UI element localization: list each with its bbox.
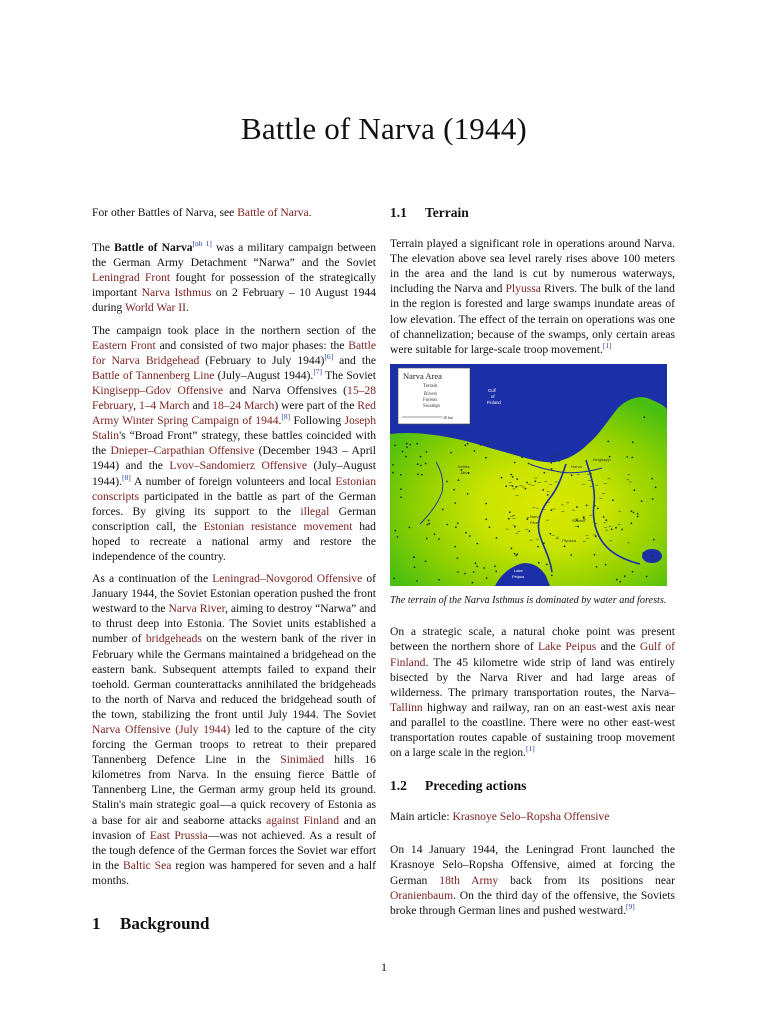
text-run: Rivers. The bulk of the land in the region is forested and large swamps inundate areas of low elevation. The effect of the terrain on operations was one of channelization; because of the swamps, only certain areas were suitable for large-scale troop movement. [390,282,675,356]
inline-link[interactable]: Sinimäed [280,753,325,767]
forest-dot [511,448,513,450]
forest-dot [624,575,626,577]
text-run: highway and railway, ran on an east-west axis near and parallel to the coastline. There were no other east-west transportation routes capable of sustaining troop movement on a large scale in the region. [390,700,675,760]
forest-dot [571,474,573,476]
forest-dot [528,462,530,464]
forest-dot [457,571,459,573]
text-run: . The 45 kilometre wide strip of land was entirely bisected by the Narva River and had large areas of wilderness. The primary transportation routes, the Narva– [390,655,675,699]
forest-dot [550,462,552,464]
forest-dot [550,533,552,535]
inline-link[interactable]: 18–24 March [212,399,275,413]
forest-dot [551,574,553,576]
text-run: fought for possession of the strategically important [92,271,376,300]
forest-dot [400,474,402,476]
forest-dot [400,488,402,490]
forest-dot [535,458,537,460]
forest-dot [464,444,466,446]
forest-dot [467,493,469,495]
forest-dot [607,440,609,442]
citation-ref[interactable]: [1] [525,744,535,754]
inline-link[interactable]: 15–28 February [92,383,377,413]
forest-dot [458,479,460,481]
forest-dot [465,532,467,534]
inline-link[interactable]: Oranienbaum [390,888,454,902]
text-run: As a continuation of the [92,572,213,586]
hatnote [92,205,376,220]
legend-title: Narva Area [403,370,442,381]
inline-link[interactable]: Narva River [168,602,226,616]
forest-dot [467,443,469,445]
forest-dot [442,508,444,510]
subsection-label: Terrain [425,205,469,220]
inline-link[interactable]: Eastern Front [92,338,156,352]
inline-link[interactable]: Lake Peipus [537,640,597,654]
section-heading-background [92,914,376,934]
label-plyussa: Plyussa [562,537,577,543]
citation-ref[interactable]: [8] [121,472,131,482]
forest-dot [515,554,517,556]
subsection-number: 1.2 [390,778,407,794]
main-article-link[interactable]: Krasnoye Selo–Ropsha Offensive [452,810,610,824]
forest-dot [427,524,429,526]
legend-rivers: Rivers [424,391,438,397]
inline-link[interactable]: Estonian conscripts [92,474,376,503]
text-run: led to the capture of the city forcing the German troops to retreat to their prepared Tannenberg Defence Line in the [92,723,376,767]
inline-link[interactable]: Baltic Sea [123,858,172,872]
forest-dot [416,443,418,445]
text-run: —was not achieved. As a result of the tough defence of the German forces the Soviet war effort in the [92,828,376,872]
forest-dot [558,460,560,462]
forest-dot [641,500,643,502]
forest-dot [632,571,634,573]
forest-dot [417,473,419,475]
forest-dot [487,442,489,444]
hatnote-prefix: For other Battles of Narva, see [92,206,238,219]
legend-forests: Forests [423,397,438,403]
label-slantsy: Slantsy [572,517,586,523]
forest-dot [525,488,527,490]
inline-link[interactable]: Lvov–Sandomierz Offensive [169,459,308,473]
forest-dot [438,538,440,540]
forest-dot [426,537,428,539]
subsection-number: 1.1 [390,205,407,220]
forest-dot [495,570,497,572]
inline-link[interactable]: 18th Army [439,873,499,887]
forest-dot [514,553,516,555]
text-run: The campaign took place in the northern section of the [92,323,376,337]
text-run: The [92,241,115,255]
left-column [92,205,377,934]
forest-dot [626,456,628,458]
forest-dot [514,461,516,463]
forest-dot [634,489,636,491]
forest-dot [485,518,487,520]
forest-dot [476,565,478,567]
forest-dot [414,566,416,568]
scale-label: 20 km [443,414,454,420]
forest-dot [406,446,408,448]
right-column [390,205,675,925]
forest-dot [457,557,459,559]
text-run: . [278,414,282,428]
forest-dot [615,527,617,529]
forest-dot [590,473,592,475]
text-run: was a military campaign between the German Army Detachment “Narwa” and the Soviet [92,241,376,270]
forest-dot [547,494,549,496]
forest-dot [537,546,539,548]
forest-dot [489,526,491,528]
forest-dot [425,560,427,562]
label-narva: Narva [571,463,582,469]
inline-link[interactable]: Kingisepp–Gdov Offensive [92,383,223,397]
forest-dot [646,575,648,577]
forest-dot [505,485,507,487]
forest-dot [621,528,623,530]
page-number: 1 [381,960,387,974]
forest-dot [417,463,419,465]
inline-link[interactable]: Estonian resistance movement [203,519,353,533]
text-run: hills 16 kilometres from Narva. In the ensuing fierce Battle of Tannenberg Line, the German army group held its ground. Stalin's main strategic goal—a quick recovery of Estonia as a base for air and seaborne attacks [92,753,376,827]
legend-terrain: Terrain [423,383,438,389]
forest-dot [420,464,422,466]
forest-dot [508,518,510,520]
forest-dot [551,455,553,457]
text-run: on 2 February – 10 August 1944 during [92,286,376,315]
legend-swamps: Swamps [423,403,440,409]
text-run: (February to July 1944) [199,353,325,367]
forest-dot [576,506,578,508]
forest-dot [409,443,411,445]
forest-dot [405,456,407,458]
text-run: On 14 January 1944, the Leningrad Front launched the Krasnoye Selo–Ropsha Offensive, aimed at forcing the German [390,843,675,887]
paragraph-strategic [390,624,675,760]
paragraph-phases [92,323,376,565]
forest-dot [420,456,422,458]
forest-dot [473,571,475,573]
forest-dot [485,502,487,504]
forest-dot [594,554,596,556]
forest-dot [425,462,427,464]
forest-dot [394,530,396,532]
forest-dot [605,519,607,521]
forest-dot [428,519,430,521]
forest-dot [447,523,449,525]
text-run: (July–August 1944). [214,368,314,382]
inline-link[interactable]: against Finland [266,813,340,827]
paragraph-continuation [92,571,376,888]
forest-dot [455,526,457,528]
inline-link[interactable]: Dnieper–Carpathian Offensive [110,444,255,458]
label-kohtla-1: Kohtla- [458,463,471,469]
forest-dot [630,522,632,524]
forest-dot [510,474,512,476]
inline-link[interactable]: Joseph Stalin [92,414,376,443]
inline-link[interactable]: Battle of Tannenberg Line [92,368,215,382]
forest-dot [516,478,518,480]
citation-ref[interactable]: [7] [313,366,323,376]
forest-dot [409,526,411,528]
forest-dot [469,535,471,537]
forest-dot [586,504,588,506]
forest-dot [434,533,436,535]
text-run: German conscription call, the [92,504,376,533]
text-run: had hoped to recreate a national army and restore the independence of the country. [92,519,376,563]
text-run: back from its positions near [498,873,675,887]
text-run: ) were part of the [274,399,358,413]
section-label: Background [120,914,210,934]
forest-dot [446,480,448,482]
bold-term: Battle of Narva [114,241,193,255]
label-lake-1: Lake [514,567,523,573]
section-number: 1 [92,914,101,934]
forest-dot [394,444,396,446]
forest-dot [538,562,540,564]
forest-dot [543,542,545,544]
forest-dot [637,513,639,515]
inline-link[interactable]: Plyussa [505,282,541,296]
forest-dot [633,511,635,513]
forest-dot [529,530,531,532]
forest-dot [653,539,655,541]
text-run: and the [333,353,377,367]
forest-dot [535,480,537,482]
forest-dot [555,453,557,455]
text-run: participated in the battle as part of the German forces. By giving its support to the [92,489,376,518]
forest-dot [475,562,477,564]
forest-dot [597,507,599,509]
subsection-heading-preceding [390,778,675,793]
inline-link[interactable]: Tallinn [390,700,423,714]
forest-dot [631,456,633,458]
forest-dot [494,565,496,567]
forest-dot [402,451,404,453]
label-gulf-2: of [491,393,495,399]
paragraph-terrain [390,236,675,357]
text-run: and the [596,640,640,654]
forest-dot [603,516,605,518]
text-run: Terrain played a significant role in operations around Narva. The elevation above sea level rarely rises above 100 meters in the area and the land is cut by numerous waterways, including the Narva and [390,237,675,296]
forest-dot [426,451,428,453]
subsection-heading-terrain [390,205,675,220]
forest-dot [546,563,548,565]
inline-link[interactable]: East Prussia [149,828,208,842]
forest-dot [632,441,634,443]
inline-link[interactable]: illegal [300,504,330,518]
forest-dot [564,545,566,547]
text-run: , aiming to destroy “Narwa” and to thrust deep into Estonia. The Soviet units established a number of [92,602,377,646]
forest-dot [595,535,597,537]
forest-dot [619,581,621,583]
forest-dot [521,456,523,458]
label-gulf-3: Finland [487,399,501,405]
forest-dot [612,499,614,501]
forest-dot [501,477,503,479]
forest-dot [480,444,482,446]
forest-dot [454,502,456,504]
forest-dot [616,579,618,581]
forest-dot [485,457,487,459]
forest-dot [454,546,456,548]
label-kingisepp: Kingisepp [593,456,611,462]
inline-link[interactable]: Narva Offensive (July 1944) [92,723,231,736]
subsection-label: Preceding actions [425,778,527,794]
forest-dot [542,489,544,491]
forest-dot [453,489,455,491]
text-run: . On the third day of the offensive, the Soviets broke through German lines and pushed westward. [390,888,675,917]
text-run: of January 1944, the Soviet Estonian operation pushed the front westward to the [92,572,377,616]
text-run: and an invasion of [92,813,376,842]
forest-dot [393,577,395,579]
forest-dot [472,582,474,584]
forest-dot [392,464,394,466]
forest-dot [611,528,613,530]
forest-dot [642,552,644,554]
main-article-note [390,809,675,824]
map-caption: The terrain of the Narva Isthmus is dominated by water and forests. [390,594,667,606]
forest-dot [654,559,656,561]
inline-link[interactable]: 1–4 March [138,399,190,413]
text-run: On a strategic scale, a natural choke point was present between the northern shore of [390,625,675,654]
forest-dot [512,476,514,478]
inline-link[interactable]: Battle for Narva Bridgehead [92,338,376,367]
forest-dot [643,416,645,418]
forest-dot [596,566,598,568]
text-run: Following [290,414,345,428]
forest-dot [605,564,607,566]
text-run: . [186,301,189,315]
label-kohtla-2: Järve [460,469,470,475]
forest-dot [413,556,415,558]
forest-dot [651,478,653,480]
forest-dot [551,468,553,470]
forest-dot [406,443,408,445]
forest-dot [476,543,478,545]
inline-link[interactable]: Leningrad–Novgorod Offensive [212,572,363,586]
forest-dot [486,577,488,579]
citation-ref[interactable]: [9] [626,901,635,911]
paragraph-intro [92,240,376,315]
citation-ref[interactable]: [6] [324,351,334,361]
inline-link[interactable]: Gulf of Finland [390,640,675,669]
text-run: (December 1943 – April 1944) and the [92,444,376,473]
forest-dot [400,496,402,498]
narva-area-map [390,364,667,586]
forest-dot [550,509,552,511]
inline-link[interactable]: Narva Isthmus [141,286,212,300]
forest-dot [526,481,528,483]
inline-link[interactable]: Leningrad Front [92,271,171,285]
forest-dot [496,537,498,539]
forest-dot [450,452,452,454]
label-lake-2: Peipus [512,573,525,579]
forest-dot [421,474,423,476]
forest-dot [655,486,657,488]
forest-dot [397,536,399,538]
citation-ref[interactable]: [8] [281,412,291,422]
forest-dot [511,547,513,549]
hatnote-suffix: . [308,206,312,219]
text-run: (July–August 1944). [92,459,376,488]
forest-dot [631,510,633,512]
forest-dot [527,518,529,520]
inline-link[interactable]: Red Army Winter Spring Campaign of 1944 [92,399,376,428]
forest-dot [457,522,459,524]
citation-ref[interactable]: [nb 1] [192,239,212,249]
paragraph-preceding [390,842,675,917]
hatnote-link[interactable]: Battle of Narva [237,206,309,219]
label-gulf-1: Gulf [488,387,496,393]
forest-dot [483,567,485,569]
forest-dot [428,523,430,525]
text-run: on the western bank of the river in February while the Germans maintained a bridgehead on the eastern bank. Subsequent attempts failed to expand their toehold. German counterattacks annihilated the bridgeheads to the north of Narva and reduced the bridgehead south of the town, stabilizing the front until July 1944. The Soviet [92,632,376,721]
citation-ref[interactable]: [1] [602,340,612,350]
text-run: and consisted of two major phases: the [155,338,349,352]
forest-dot [637,515,639,517]
forest-dot [464,573,466,575]
text-run: and Narva Offensives ( [223,383,348,397]
text-run: region was hampered for seven and a half months. [92,858,377,887]
text-run: and [189,399,213,413]
forest-dot [570,554,572,556]
text-run: , [133,399,139,413]
label-narva-river-1: Narva [530,513,541,519]
forest-dot [652,498,654,500]
forest-dot [438,579,440,581]
forest-dot [416,580,418,582]
forest-dot [652,555,654,557]
label-narva-river-2: River [530,519,540,525]
forest-dot [474,450,476,452]
forest-dot [516,553,518,555]
forest-dot [392,472,394,474]
forest-dot [543,472,545,474]
text-run: 's “Broad Front” strategy, these battles coincided with the [92,429,376,458]
inline-link[interactable]: World War II [124,301,186,315]
forest-dot [514,526,516,528]
forest-dot [594,505,596,507]
text-run: The Soviet [322,368,376,382]
text-run: A number of foreign volunteers and local [130,474,336,488]
inline-link[interactable]: bridgeheads [145,632,202,646]
main-article-prefix: Main article: [390,810,453,824]
page-title: Battle of Narva (1944) [241,111,527,146]
forest-dot [509,511,511,513]
